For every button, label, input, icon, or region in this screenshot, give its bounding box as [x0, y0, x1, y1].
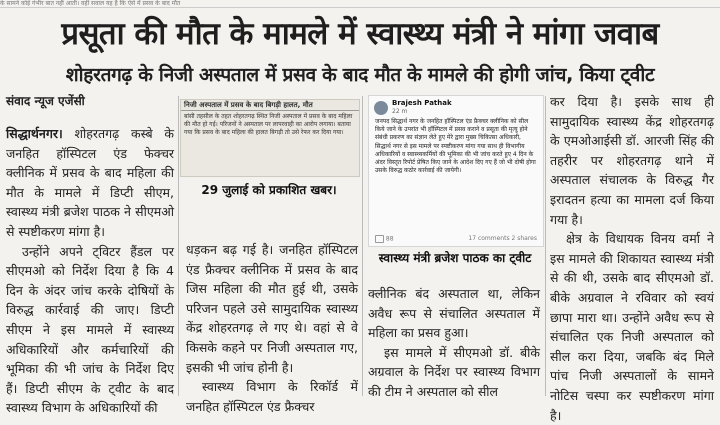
tweet-caption: स्वास्थ्य मंत्री ब्रजेश पाठक का ट्वीट: [378, 251, 532, 265]
paragraph: शोहरतगढ़ कस्बे के जनहित हॉस्पिटल एंड फेक्चर क्लीनिक में प्रसव के बाद महिला की मौत के मामले में डिप्टी सीएम, स्वास्थ्य मंत्री ब्रजेश पाठक ने सीएमओ से स्पष्टीकरण मांगा है।: [6, 126, 174, 239]
paragraph: धड़कन बढ़ गई है। जनहित हॉस्पिटल एंड फ्रैक्चर क्लीनिक में प्रसव के बाद जिस महिला की मौत हुई थी, उसके परिजन पहले उसे सामुदायिक स्वास्थ्य केंद्र शोहरतगढ़ ले गए थे। वहां से वे किसके कहने पर निजी अस्पताल गए, इसकी भी जांच होनी है।: [186, 242, 358, 375]
tweet-time: 22 m: [392, 108, 408, 115]
dateline: सिद्धार्थनगर।: [6, 126, 63, 141]
column-rule: [545, 96, 546, 396]
byline: संवाद न्यूज एजेंसी: [6, 94, 85, 108]
article-column-2: [186, 240, 358, 416]
comments-shares: [468, 235, 537, 243]
article-column-4: [550, 92, 714, 425]
paragraph: स्वास्थ्य विभाग के रिकॉर्ड में जनहित हॉस्पिटल एंड फ्रैक्चर: [186, 379, 358, 414]
tweet-stats: [375, 235, 537, 243]
clipping-body: बांसी तहसील के तहत शोहरतगढ़ स्थित निजी अस्पताल में प्रसव के बाद महिला की मौत हो गई। परिजनों ने अस्पताल पर लापरवाही का आरोप लगाया। बताया गया कि प्रसव के बाद महिला की हालत बिगड़ी तो उसे रेफर कर दिया गया।: [184, 113, 353, 136]
headline: प्रसूता की मौत के मामले में स्वास्थ्य मंत्री ने मांगा जवाब: [61, 16, 659, 52]
likes-count: [375, 235, 394, 243]
top-strip-text: के सामने कोई गंभीर बात नहीं आती। वहीं सवाल यह है कि ऐसे में प्रसव के बाद मौत: [0, 0, 720, 8]
paragraph: उन्होंने अपने ट्विटर हैंडल पर सीएमओ को निर्देश दिया है कि 4 दिन के अंदर जांच करके दोषियों के विरुद्ध कार्रवाई की जाए। डिप्टी सीएम ने इस मामले में स्वास्थ्य अधिकारियों और कर्मचारियों की भूमिका की भी जांच के निर्देश दिए हैं। डिप्टी सीएम के ट्वीट के बाद स्वास्थ्य विभाग के अधिकारियों की: [6, 243, 174, 416]
comments-count: 17 comments: [468, 235, 510, 242]
clipping-headline: निजी अस्पताल में प्रसव के बाद बिगड़ी हालत, मौत: [181, 100, 359, 111]
clipping-caption: 29 जुलाई को प्रकाशित खबर।: [201, 183, 337, 197]
shares-count: 2 shares: [511, 235, 537, 242]
tweet-body: जनपद सिद्धार्थ नगर के जनहित हॉस्पिटल एंड फ्रैक्चर क्लीनिक को सील किये जाने के उपरांत भी हॉस्पिटल में प्रसव कराने व प्रसूता की मृत्यु होने संबंधी प्रकरण का संज्ञान लेते हुए मेरे द्वारा मुख्य चिकित्सा अधिकारी, सिद्धार्थ नगर से इस मामले पर स्पष्टीकरण मांगा गया साथ ही विभागीय अधिकारियों व स्वास्थ्यकर्मियों की भूमिका की भी जांच करते हुए 4 दिन के अंदर विस्तृत रिपोर्ट प्रेषित किए जाने के आदेश दिए गए हैं जो भी दोषी होगा उसके विरुद्ध कठोर कार्रवाई की जायेगी।: [375, 118, 536, 175]
tweet-screenshot: [368, 95, 544, 247]
column-rule: [178, 96, 179, 396]
paragraph: कर दिया है। इसके साथ ही सामुदायिक स्वास्थ्य केंद्र शोहरतगढ़ के एमओआईसी डॉ. आरजी सिंह की तहरीर पर शोहरतगढ़ थाने में अस्पताल संचालक के विरुद्ध गैर इरादतन हत्या का मामला दर्ज किया गया है।: [550, 94, 714, 227]
article-column-3: [368, 284, 540, 402]
inset-news-clipping: [180, 99, 360, 177]
paragraph: क्षेत्र के विधायक विनय वर्मा ने इस मामले की शिकायत स्वास्थ्य मंत्री से की थी, उसके बाद सीएमओ डॉ. बीके अग्रवाल ने रविवार को स्वयं छापा मारा था। उन्होंने अवैध रूप से संचालित एक निजी अस्पताल को सील करा दिया, जबकि बंद मिले पांच निजी अस्पतालों के सामने नोटिस चस्पा कर स्पष्टीकरण मांगा है।: [550, 231, 714, 423]
paragraph: क्लीनिक बंद अस्पताल था, लेकिन अवैध रूप से संचालित अस्पताल में महिला का प्रसव हुआ।: [368, 286, 540, 341]
avatar: [374, 101, 388, 115]
like-icon: [375, 235, 384, 243]
column-rule: [362, 96, 363, 396]
subheadline: शोहरतगढ़ के निजी अस्पताल में प्रसव के बाद मौत के मामले की होगी जांच, किया ट्वीट: [65, 64, 655, 86]
tweet-author: Brajesh Pathak: [392, 99, 452, 107]
article-column-1: [6, 124, 174, 418]
paragraph: इस मामले में सीएमओ डॉ. बीके अग्रवाल के निर्देश पर स्वास्थ्य विभाग की टीम ने अस्पताल को सील: [368, 344, 540, 399]
likes-value: 88: [385, 235, 394, 243]
